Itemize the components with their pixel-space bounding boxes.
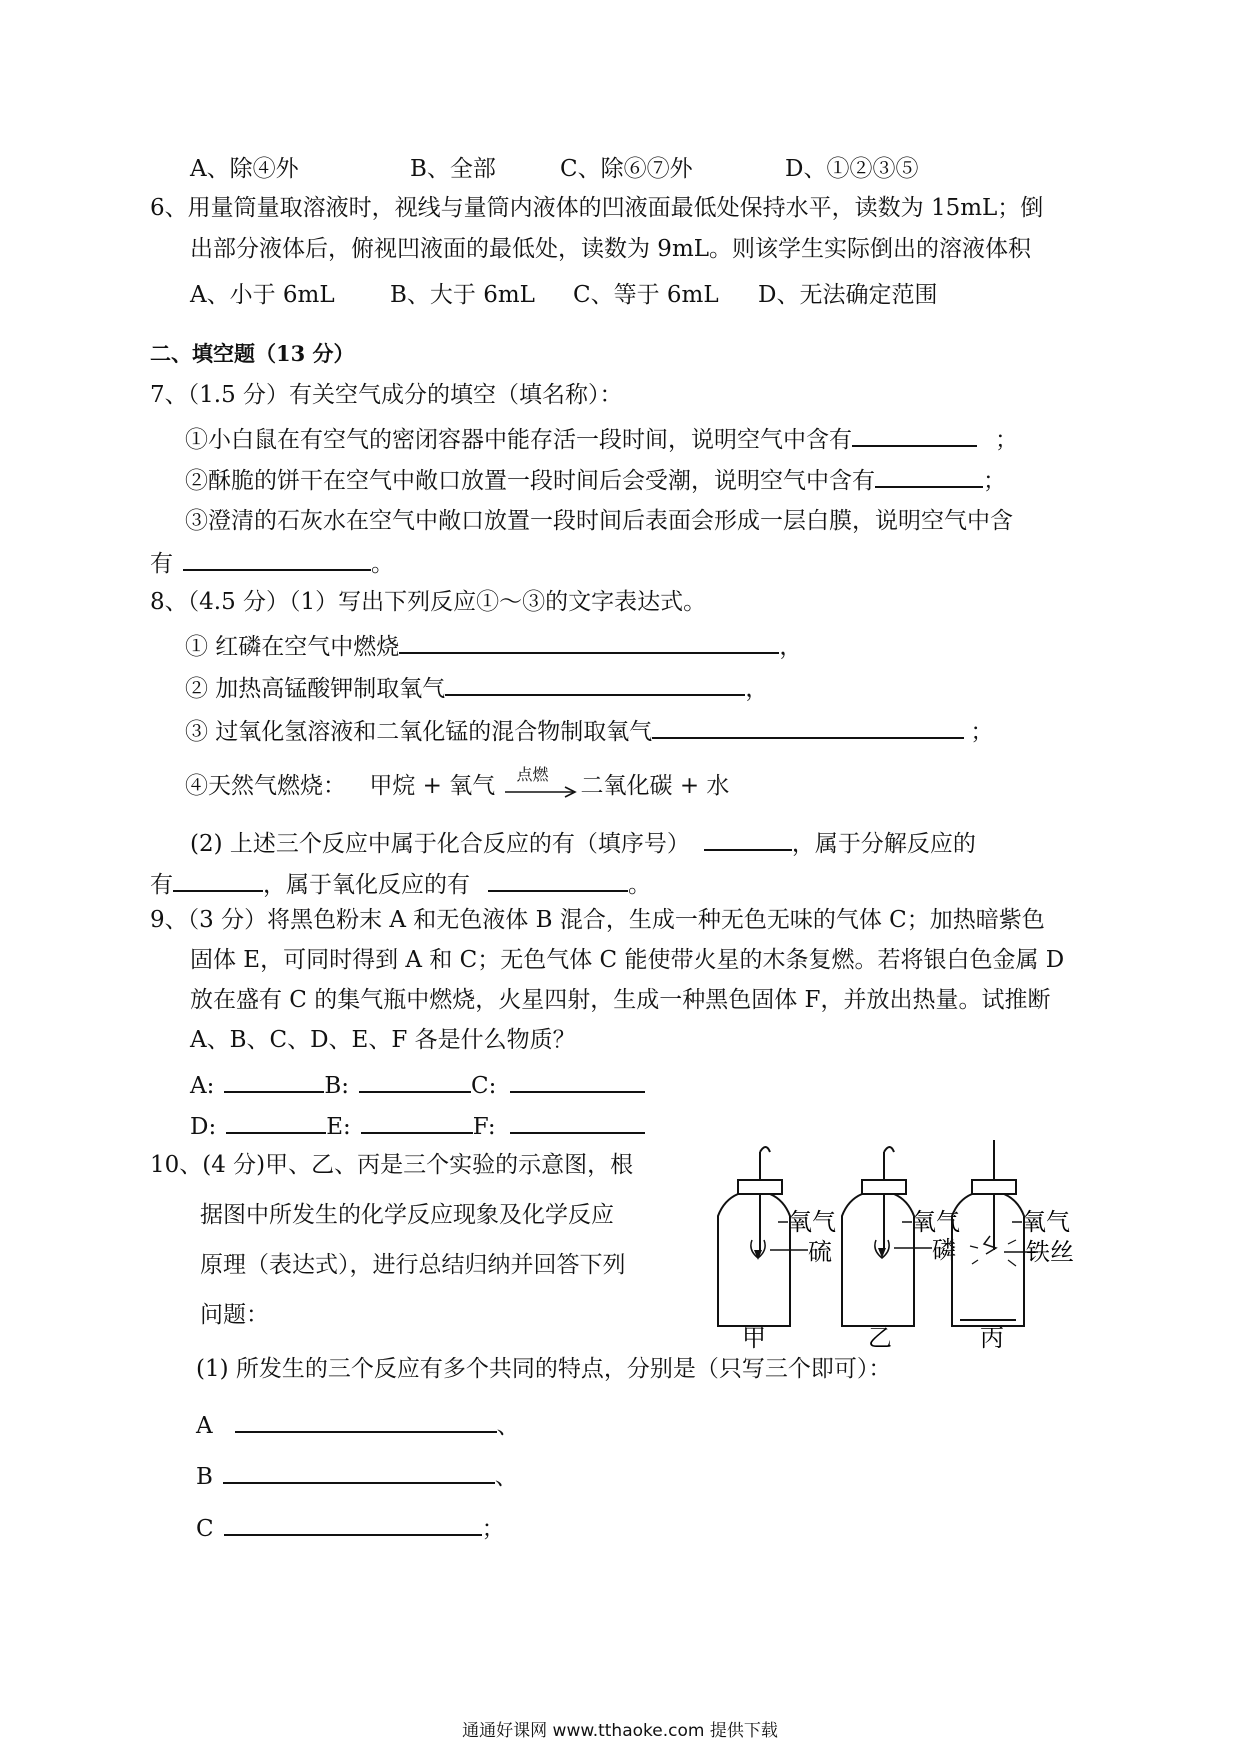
q8-p2-b: ，属于分解反应的	[791, 831, 976, 857]
q7-item2	[185, 462, 1006, 496]
q9-label-a: A:	[190, 1073, 215, 1099]
q5-option-d: D、①②③⑤	[785, 156, 919, 182]
q10-end-a: 、	[496, 1413, 520, 1439]
q10-line1: 10、(4 分)甲、乙、丙是三个实验的示意图，根	[150, 1152, 634, 1178]
jar-yi-caption: 乙	[868, 1324, 892, 1350]
q10-line3: 原理（表达式），进行总结归纳并回答下列	[200, 1252, 626, 1278]
q5-option-b: B、全部	[410, 156, 496, 182]
q9-label-b: B:	[324, 1073, 350, 1099]
q10-answer-a	[196, 1407, 520, 1441]
q9-line3: 放在盛有 C 的集气瓶中燃烧，火星四射，生成一种黑色固体 F，并放出热量。试推断	[190, 987, 1051, 1013]
q7-item2-end: ；	[983, 468, 1006, 494]
q8-r3-end: ；	[970, 719, 994, 745]
q7-item3-end: 。	[371, 551, 394, 577]
q8-blank6[interactable]	[488, 866, 628, 892]
jar-bing-gas: 氧气	[1022, 1208, 1070, 1236]
q8-blank2[interactable]	[445, 670, 745, 696]
q8-r3	[185, 713, 993, 747]
jar-bing-substance: 铁丝	[1026, 1238, 1074, 1266]
q10-answer-c	[196, 1510, 505, 1544]
q10-end-c: ；	[481, 1516, 505, 1542]
reaction-condition: 点燃	[516, 765, 549, 784]
jar-yi-substance: 磷	[932, 1236, 956, 1264]
q8-r4-left: 甲烷 + 氧气	[369, 773, 496, 799]
q7-item3b-text: 有	[150, 551, 173, 577]
q7-item1-end: ；	[995, 427, 1018, 453]
q10-blank-c[interactable]	[224, 1510, 482, 1536]
q10-label-c: C	[196, 1516, 214, 1542]
q7-item1-text: ①小白鼠在有空气的密闭容器中能存活一段时间，说明空气中含有	[185, 427, 852, 453]
q6-option-b: B、大于 6mL	[390, 282, 535, 308]
q7-blank2[interactable]	[875, 462, 983, 488]
q6-option-a: A、小于 6mL	[190, 282, 335, 308]
q7-item3: ③澄清的石灰水在空气中敞口放置一段时间后表面会形成一层白膜，说明空气中含	[185, 508, 1013, 534]
q7-item1	[185, 421, 1018, 455]
arrow-icon	[503, 786, 581, 798]
q8-p2-line2	[150, 866, 651, 900]
reaction-arrow	[503, 765, 581, 802]
jar-yi	[842, 1147, 960, 1350]
jar-yi-gas: 氧气	[912, 1208, 960, 1236]
q9-blank-d[interactable]	[226, 1108, 326, 1134]
q9-line4: A、B、C、D、E、F 各是什么物质？	[190, 1027, 576, 1053]
q6-option-d: D、无法确定范围	[758, 282, 938, 308]
q8-r4	[185, 765, 730, 802]
q10-line2: 据图中所发生的化学反应现象及化学反应	[200, 1202, 614, 1228]
q8-r2-text: ② 加热高锰酸钾制取氧气	[185, 676, 446, 702]
q7-blank1[interactable]	[852, 421, 977, 447]
jar-jia	[718, 1147, 836, 1350]
q6-line1: 6、用量筒量取溶液时，视线与量筒内液体的凹液面最低处保持水平，读数为 15mL；倒	[150, 195, 1044, 221]
q8-p2-a: (2) 上述三个反应中属于化合反应的有（填序号）	[190, 831, 690, 857]
q7-item3b	[150, 545, 394, 579]
jar-jia-caption: 甲	[742, 1324, 766, 1350]
q9-blank-c[interactable]	[510, 1067, 645, 1093]
q10-blank-a[interactable]	[235, 1407, 497, 1433]
q6-options	[190, 280, 937, 310]
jar-jia-substance: 硫	[808, 1238, 832, 1266]
q5-options	[190, 154, 918, 184]
q8-p2-d: ，属于氧化反应的有	[263, 872, 470, 898]
section-title: 二、填空题（13 分）	[150, 341, 355, 366]
q10-label-a: A	[196, 1413, 213, 1439]
q8-p2	[190, 825, 976, 859]
q8-p2-end: 。	[628, 872, 651, 898]
q9-label-f: F:	[472, 1114, 496, 1140]
q9-answers-row2	[190, 1108, 645, 1142]
jar-jia-gas: 氧气	[788, 1208, 836, 1236]
q6-line2: 出部分液体后，俯视凹液面的最低处，读数为 9mL。则该学生实际倒出的溶液体积	[190, 236, 1032, 262]
q8-r3-text: ③ 过氧化氢溶液和二氧化锰的混合物制取氧气	[185, 719, 653, 745]
page-footer: 通通好课网 www.tthaoke.com 提供下载	[462, 1721, 778, 1741]
q10-label-b: B	[196, 1464, 213, 1490]
q8-head: 8、（4.5 分）（1）写出下列反应①～③的文字表达式。	[150, 589, 707, 615]
q8-r4-right: 二氧化碳 + 水	[580, 773, 730, 799]
jar-bing	[952, 1140, 1074, 1350]
q10-sub1: (1) 所发生的三个反应有多个共同的特点，分别是（只写三个即可）：	[196, 1356, 892, 1382]
q8-r2-end: ，	[745, 676, 769, 702]
q9-line1: 9、（3 分）将黑色粉末 A 和无色液体 B 混合，生成一种无色无味的气体 C；加热暗紫色	[150, 907, 1045, 933]
q8-blank5[interactable]	[173, 866, 263, 892]
q8-r2	[185, 670, 768, 704]
q8-r4-prefix: ④天然气燃烧：	[185, 773, 346, 799]
q9-label-e: E:	[326, 1114, 351, 1140]
q5-option-c: C、除⑥⑦外	[560, 156, 693, 182]
q8-r1-end: ，	[779, 634, 803, 660]
q10-blank-b[interactable]	[223, 1458, 495, 1484]
q10-end-b: 、	[494, 1464, 518, 1490]
q7-head: 7、（1.5 分）有关空气成分的填空（填名称）：	[150, 382, 623, 408]
q9-blank-e[interactable]	[361, 1108, 473, 1134]
q9-blank-a[interactable]	[224, 1067, 324, 1093]
q7-blank3[interactable]	[183, 545, 371, 571]
q5-option-a: A、除④外	[190, 156, 299, 182]
q10-line4: 问题：	[200, 1302, 269, 1328]
q9-line2: 固体 E，可同时得到 A 和 C；无色气体 C 能使带火星的木条复燃。若将银白色金属 D	[190, 947, 1065, 973]
q8-blank4[interactable]	[704, 825, 792, 851]
experiment-figure	[708, 1140, 1098, 1350]
q8-r1	[185, 628, 802, 662]
q8-blank3[interactable]	[652, 713, 964, 739]
q8-blank1[interactable]	[399, 628, 779, 654]
q9-label-c: C:	[471, 1073, 497, 1099]
jar-bing-caption: 丙	[980, 1324, 1004, 1350]
q9-answers-row1	[190, 1067, 645, 1101]
q8-p2-c: 有	[150, 872, 173, 898]
q7-item2-text: ②酥脆的饼干在空气中敞口放置一段时间后会受潮，说明空气中含有	[185, 468, 875, 494]
q9-blank-f[interactable]	[510, 1108, 645, 1134]
q10-answer-b	[196, 1458, 518, 1492]
q9-blank-b[interactable]	[359, 1067, 471, 1093]
q8-r1-text: ① 红磷在空气中燃烧	[185, 634, 400, 660]
q6-option-c: C、等于 6mL	[573, 282, 719, 308]
q9-label-d: D:	[190, 1114, 217, 1140]
